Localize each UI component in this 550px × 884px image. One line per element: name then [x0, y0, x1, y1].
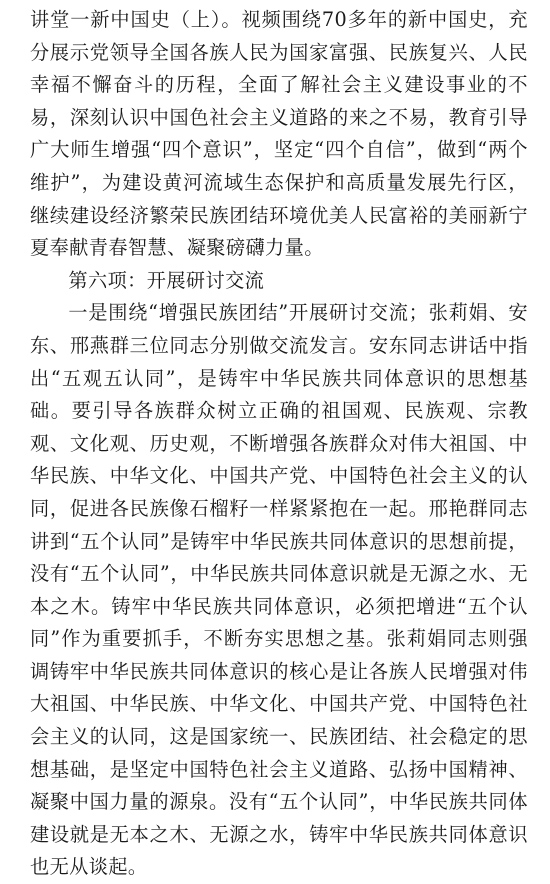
- paragraph-discussion: 一是围绕“增强民族团结”开展研讨交流；张莉娟、安东、邢燕群三位同志分别做交流发言。安东同志讲话中指出“五观五认同”，是铸牢中华民族共同体意识的思想基础。要引导各族群众树立正确的祖国观、民族观、宗教观、文化观、历史观，不断增强各族群众对伟大祖国、中华民族、中华文化、中国共产党、中国特色社会主义的认同，促进各民族像石榴籽一样紧紧抱在一起。邢艳群同志讲到“五个认同”是铸牢中华民族共同体意识的思想前提，没有“五个认同”，中华民族共同体意识就是无源之水、无本之木。铸牢中华民族共同体意识，必须把增进“五个认同”作为重要抓手，不断夯实思想之基。张莉娟同志则强调铸牢中华民族共同体意识的核心是让各族人民增强对伟大祖国、中华民族、中华文化、中国共产党、中国特色社会主义的认同，这是国家统一、民族团结、社会稳定的思想基础，是坚定中国特色社会主义道路、弘扬中国精神、凝聚中国力量的源泉。没有“五个认同”，中华民族共同体建设就是无本之木、无源之水，铸牢中华民族共同体意识也无从谈起。: [30, 301, 528, 879]
- paragraph-video-lecture: 讲堂一新中国史（上）。视频围绕70多年的新中国史，充分展示党领导全国各族人民为国家富强、民族复兴、人民幸福不懈奋斗的历程，全面了解社会主义建设事业的不易，深刻认识中国色社会主义道路的来之不易，教育引导广大师生增强“四个意识”，坚定“四个自信”，做到“两个维护”，为建设黄河流域生态保护和高质量发展先行区，继续建设经济繁荣民族团结环境优美人民富裕的美丽新宁夏奉献青春智慧、凝聚磅礴力量。: [30, 8, 528, 260]
- section-heading-item-six: 第六项：开展研讨交流: [68, 268, 265, 292]
